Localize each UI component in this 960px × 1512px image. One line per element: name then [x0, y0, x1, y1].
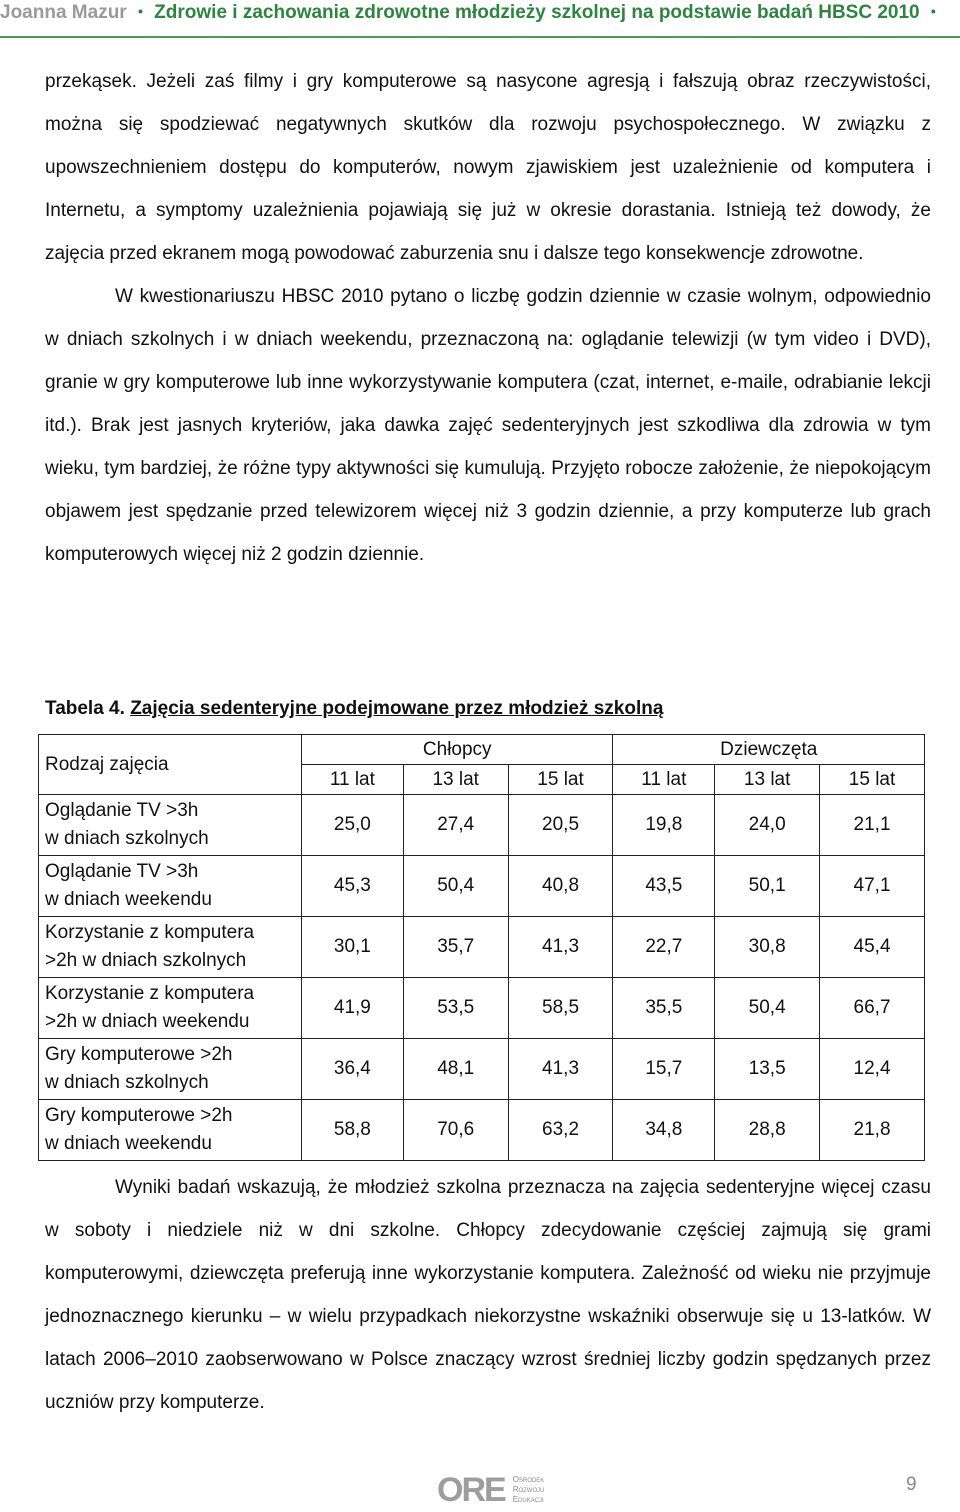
table-cell: 19,8: [613, 795, 715, 856]
body-text: [45, 60, 931, 576]
table-cell: 40,8: [508, 856, 613, 917]
running-header: [0, 0, 960, 22]
row-label-line: >2h w dniach szkolnych: [45, 950, 247, 971]
table-row: [39, 1100, 925, 1161]
table-cell: 63,2: [508, 1100, 613, 1161]
row-label-line: Oglądanie TV >3h: [45, 861, 199, 882]
table-cell: 28,8: [715, 1100, 820, 1161]
paragraph-2: W kwestionariuszu HBSC 2010 pytano o liczbę godzin dziennie w czasie wolnym, odpowiednio w dniach szkolnych i w dniach weekendu, przeznaczoną na: oglądanie telewizji (w tym video i DVD), granie w gry komputerowe lub inne wykorzystywanie komputera (czat, internet, e-maile, odrabianie lekcji itd.). Brak jest jasnych kryteriów, jaka dawka zajęć sedenteryjnych jest szkodliwa dla zdrowia w tym wieku, tym bardziej, że różne typy aktywności się kumulują. Przyjęto robocze założenie, że niepokojącym objawem jest spędzanie przed telewizorem więcej niż 3 godzin dziennie, a przy komputerze lub grach komputerowych więcej niż 2 godzin dziennie.: [45, 286, 931, 565]
table-cell: 43,5: [613, 856, 715, 917]
table-row-header: Rodzaj zajęcia: [39, 735, 302, 795]
row-label-line: Oglądanie TV >3h: [45, 800, 199, 821]
header-title: Zdrowie i zachowania zdrowotne młodzieży szkolnej na podstawie badań HBSC 2010: [154, 2, 920, 22]
header-separator: •: [137, 3, 143, 19]
age-header: 13 lat: [403, 765, 508, 795]
age-header: 15 lat: [820, 765, 925, 795]
ore-logo-mark: ORE: [437, 1470, 505, 1509]
table-cell: 15,7: [613, 1039, 715, 1100]
row-label-line: w dniach szkolnych: [45, 1072, 209, 1093]
group-header-boys: Chłopcy: [302, 735, 613, 765]
table-cell: 45,3: [302, 856, 404, 917]
table-cell: 35,7: [403, 917, 508, 978]
logo-line: Edukacji: [512, 1495, 544, 1504]
table-cell: 13,5: [715, 1039, 820, 1100]
table-cell: 27,4: [403, 795, 508, 856]
table-caption-label: Tabela 4.: [45, 698, 125, 719]
header-author: Joanna Mazur: [0, 2, 127, 22]
row-label-line: Korzystanie z komputera: [45, 983, 255, 1004]
table-cell: 66,7: [820, 978, 925, 1039]
row-label: [39, 917, 302, 978]
table-cell: 48,1: [403, 1039, 508, 1100]
group-header-girls: Dziewczęta: [613, 735, 925, 765]
table-cell: 21,8: [820, 1100, 925, 1161]
row-label-line: Gry komputerowe >2h: [45, 1105, 233, 1126]
age-header: 11 lat: [302, 765, 404, 795]
table-cell: 70,6: [403, 1100, 508, 1161]
table-cell: 58,5: [508, 978, 613, 1039]
table-cell: 50,4: [403, 856, 508, 917]
table-cell: 24,0: [715, 795, 820, 856]
table-cell: 45,4: [820, 917, 925, 978]
header-end-bullet: •: [930, 3, 936, 19]
table-cell: 41,9: [302, 978, 404, 1039]
logo-line: Rozwoju: [512, 1485, 545, 1494]
table-cell: 41,3: [508, 917, 613, 978]
ore-logo: [437, 1470, 544, 1510]
row-label-line: >2h w dniach weekendu: [45, 1011, 250, 1032]
row-label-line: w dniach szkolnych: [45, 828, 209, 849]
table-cell: 30,1: [302, 917, 404, 978]
table-row: [39, 978, 925, 1039]
table-cell: 12,4: [820, 1039, 925, 1100]
row-label-line: Korzystanie z komputera: [45, 922, 255, 943]
table-cell: 22,7: [613, 917, 715, 978]
paragraph-1: przekąsek. Jeżeli zaś filmy i gry komputerowe są nasycone agresją i fałszują obraz rzeczywistości, można się spodziewać negatywnych skutków dla rozwoju psychospołecznego. W związku z upowszechnieniem dostępu do komputerów, nowym zjawiskiem jest uzależnienie od komputera i Internetu, a symptomy uzależnienia pojawiają się już w okresie dorastania. Istnieją też dowody, że zajęcia przed ekranem mogą powodować zaburzenia snu i dalsze tego konsekwencje zdrowotne.: [45, 71, 931, 264]
age-header: 13 lat: [715, 765, 820, 795]
table-cell: 25,0: [302, 795, 404, 856]
table-cell: 58,8: [302, 1100, 404, 1161]
row-label: [39, 795, 302, 856]
header-rule: [0, 36, 960, 38]
table-row: [39, 795, 925, 856]
logo-line: Ośrodek: [512, 1475, 545, 1484]
table-cell: 34,8: [613, 1100, 715, 1161]
table-row: [39, 1039, 925, 1100]
row-label: [39, 1039, 302, 1100]
row-label: [39, 1100, 302, 1161]
table-cell: 53,5: [403, 978, 508, 1039]
table-cell: 50,1: [715, 856, 820, 917]
table-cell: 36,4: [302, 1039, 404, 1100]
paragraph-3: Wyniki badań wskazują, że młodzież szkolna przeznacza na zajęcia sedenteryjne więcej czasu w soboty i niedziele niż w dni szkolne. Chłopcy zdecydowanie częściej zajmują się grami komputerowymi, dziewczęta preferują inne wykorzystanie komputera. Zależność od wieku nie przyjmuje jednoznacznego kierunku – w wielu przypadkach niekorzystne wskaźniki obserwuje się u 13-latków. W latach 2006–2010 zaobserwowano w Polsce znaczący wzrost średniej liczby godzin spędzanych przez uczniów przy komputerze.: [45, 1177, 931, 1413]
age-header: 11 lat: [613, 765, 715, 795]
table-cell: 41,3: [508, 1039, 613, 1100]
row-label-line: w dniach weekendu: [45, 889, 212, 910]
closing-text: [45, 1166, 931, 1424]
table-cell: 20,5: [508, 795, 613, 856]
table-cell: 35,5: [613, 978, 715, 1039]
table-cell: 30,8: [715, 917, 820, 978]
row-label: [39, 856, 302, 917]
table-cell: 47,1: [820, 856, 925, 917]
table-row: [39, 856, 925, 917]
table-cell: 50,4: [715, 978, 820, 1039]
ore-logo-subtitle: [513, 1475, 545, 1505]
table-cell: 21,1: [820, 795, 925, 856]
table-caption: [45, 696, 663, 722]
table-caption-text: Zajęcia sedenteryjne podejmowane przez młodzież szkolną: [130, 698, 664, 719]
row-label: [39, 978, 302, 1039]
row-label-line: Gry komputerowe >2h: [45, 1044, 233, 1065]
page-number: 9: [906, 1474, 917, 1495]
row-label-line: w dniach weekendu: [45, 1133, 212, 1154]
table-row: [39, 917, 925, 978]
sedentary-activities-table: [38, 734, 925, 1161]
age-header: 15 lat: [508, 765, 613, 795]
